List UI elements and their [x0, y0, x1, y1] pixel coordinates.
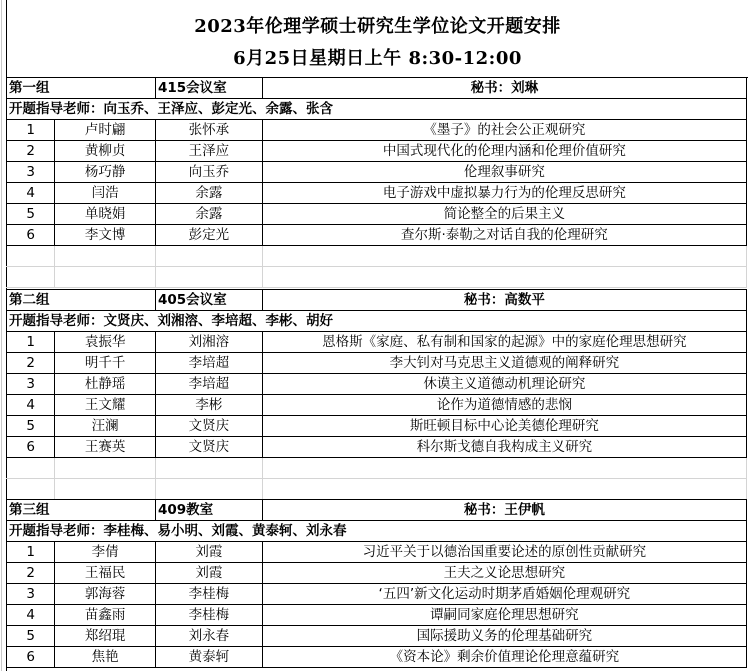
thesis-topic[interactable]: 《墨子》的社会公正观研究 [262, 120, 746, 141]
row-number[interactable]: 6 [7, 647, 55, 668]
table-row [7, 353, 747, 374]
group-header-row [7, 78, 747, 99]
table-row [7, 416, 747, 437]
empty-cell[interactable] [155, 479, 262, 500]
thesis-topic[interactable]: 谭嗣同家庭伦理思想研究 [262, 605, 746, 626]
row-number[interactable]: 3 [7, 374, 55, 395]
advisor-name[interactable]: 文贤庆 [155, 416, 262, 437]
thesis-topic[interactable]: 中国式现代化的伦理内涵和伦理价值研究 [262, 141, 746, 162]
empty-cell[interactable] [55, 246, 156, 267]
empty-row [7, 458, 747, 479]
group-secretary[interactable]: 秘书：刘琳 [262, 78, 746, 99]
advisor-name[interactable]: 刘霞 [155, 542, 262, 563]
table-row [7, 332, 747, 353]
table-row [7, 605, 747, 626]
student-name[interactable]: 苗鑫雨 [55, 605, 156, 626]
thesis-topic[interactable]: 国际援助义务的伦理基础研究 [262, 626, 746, 647]
advisor-name[interactable]: 刘永春 [155, 626, 262, 647]
student-name[interactable]: 王福民 [55, 563, 156, 584]
thesis-topic[interactable]: 科尔斯戈德自我构成主义研究 [262, 437, 746, 458]
empty-cell[interactable] [155, 267, 262, 288]
advisor-name[interactable]: 向玉乔 [155, 162, 262, 183]
student-name[interactable]: 明千千 [55, 353, 156, 374]
table-row [7, 395, 747, 416]
thesis-topic[interactable]: 《资本论》剩余价值理论伦理意蕴研究 [262, 647, 746, 668]
table-row [7, 120, 747, 141]
table-row [7, 374, 747, 395]
title-block [7, 0, 748, 78]
advisor-name[interactable]: 余露 [155, 183, 262, 204]
thesis-topic[interactable]: 查尔斯·泰勒之对话自我的伦理研究 [262, 225, 746, 246]
schedule-title: 2023年伦理学硕士研究生学位论文开题安排 [194, 16, 561, 37]
table-row [7, 584, 747, 605]
advisors-row [7, 311, 747, 332]
empty-cell[interactable] [7, 479, 55, 500]
advisors-row [7, 99, 747, 120]
table-row [7, 626, 747, 647]
thesis-topic[interactable]: 电子游戏中虚拟暴力行为的伦理反思研究 [262, 183, 746, 204]
group-header-row [7, 290, 747, 311]
empty-cell[interactable] [262, 479, 746, 500]
empty-cell[interactable] [7, 267, 55, 288]
advisors-row [7, 521, 747, 542]
row-number[interactable]: 2 [7, 353, 55, 374]
empty-row [7, 246, 747, 267]
row-number[interactable]: 3 [7, 162, 55, 183]
empty-cell[interactable] [55, 479, 156, 500]
row-number[interactable]: 1 [7, 332, 55, 353]
student-name[interactable]: 卢时翩 [55, 120, 156, 141]
advisor-name[interactable]: 李彬 [155, 395, 262, 416]
empty-cell[interactable] [262, 267, 746, 288]
group-table-3 [6, 499, 747, 668]
group-advisors[interactable]: 开题指导老师：文贤庆、刘湘溶、李培超、李彬、胡好 [7, 311, 747, 332]
advisor-name[interactable]: 李培超 [155, 353, 262, 374]
group-room[interactable]: 405会议室 [155, 290, 262, 311]
student-name[interactable]: 郭海蓉 [55, 584, 156, 605]
empty-cell[interactable] [262, 246, 746, 267]
group-room[interactable]: 415会议室 [155, 78, 262, 99]
student-name[interactable]: 杨巧静 [55, 162, 156, 183]
group-secretary[interactable]: 秘书：王伊帆 [262, 500, 746, 521]
row-number[interactable]: 1 [7, 120, 55, 141]
thesis-topic[interactable]: 伦理叙事研究 [262, 162, 746, 183]
empty-row [7, 267, 747, 288]
thesis-topic[interactable]: 论作为道德情感的悲悯 [262, 395, 746, 416]
thesis-topic[interactable]: ‘五四’新文化运动时期茅盾婚姻伦理观研究 [262, 584, 746, 605]
empty-cell[interactable] [155, 246, 262, 267]
row-number[interactable]: 6 [7, 225, 55, 246]
empty-cell[interactable] [55, 267, 156, 288]
thesis-topic[interactable]: 休谟主义道德动机理论研究 [262, 374, 746, 395]
student-name[interactable]: 闫浩 [55, 183, 156, 204]
group-name[interactable]: 第三组 [7, 500, 156, 521]
group-room[interactable]: 409教室 [155, 500, 262, 521]
empty-cell[interactable] [262, 458, 746, 479]
advisor-name[interactable]: 余露 [155, 204, 262, 225]
group-header-row [7, 500, 747, 521]
advisor-name[interactable]: 刘湘溶 [155, 332, 262, 353]
table-row [7, 162, 747, 183]
advisor-name[interactable]: 张怀承 [155, 120, 262, 141]
student-name[interactable]: 李文博 [55, 225, 156, 246]
student-name[interactable]: 李倩 [55, 542, 156, 563]
thesis-topic[interactable]: 李大钊对马克思主义道德观的阐释研究 [262, 353, 746, 374]
group-table-1 [6, 77, 747, 288]
row-number[interactable]: 5 [7, 204, 55, 225]
thesis-topic[interactable]: 王夫之义论思想研究 [262, 563, 746, 584]
student-name[interactable]: 汪澜 [55, 416, 156, 437]
advisor-name[interactable]: 文贤庆 [155, 437, 262, 458]
table-row [7, 141, 747, 162]
row-number[interactable]: 1 [7, 542, 55, 563]
group-table-2 [6, 289, 747, 500]
row-number[interactable]: 4 [7, 183, 55, 204]
row-number[interactable]: 3 [7, 584, 55, 605]
student-name[interactable]: 单晓娟 [55, 204, 156, 225]
row-number[interactable]: 5 [7, 626, 55, 647]
schedule-time: 6月25日星期日上午 8:30-12:00 [233, 48, 522, 69]
group-name[interactable]: 第二组 [7, 290, 156, 311]
student-name[interactable]: 王赛英 [55, 437, 156, 458]
thesis-topic[interactable]: 斯旺顿目标中心论美德伦理研究 [262, 416, 746, 437]
advisor-name[interactable]: 李培超 [155, 374, 262, 395]
advisor-name[interactable]: 王泽应 [155, 141, 262, 162]
table-row [7, 647, 747, 668]
empty-cell[interactable] [55, 458, 156, 479]
empty-cell[interactable] [7, 458, 55, 479]
group-name[interactable]: 第一组 [7, 78, 156, 99]
table-row [7, 204, 747, 225]
row-number[interactable]: 5 [7, 416, 55, 437]
table-row [7, 225, 747, 246]
student-name[interactable]: 王文耀 [55, 395, 156, 416]
group-advisors[interactable]: 开题指导老师：李桂梅、易小明、刘霞、黄泰轲、刘永春 [7, 521, 747, 542]
table-row [7, 437, 747, 458]
thesis-topic[interactable]: 恩格斯《家庭、私有制和国家的起源》中的家庭伦理思想研究 [262, 332, 746, 353]
advisor-name[interactable]: 黄泰轲 [155, 647, 262, 668]
row-number[interactable]: 4 [7, 395, 55, 416]
thesis-topic[interactable]: 简论整全的后果主义 [262, 204, 746, 225]
thesis-topic[interactable]: 习近平关于以德治国重要论述的原创性贡献研究 [262, 542, 746, 563]
advisor-name[interactable]: 李桂梅 [155, 605, 262, 626]
table-row [7, 542, 747, 563]
row-number[interactable]: 4 [7, 605, 55, 626]
group-secretary[interactable]: 秘书：高数平 [262, 290, 746, 311]
student-name[interactable]: 黄柳贞 [55, 141, 156, 162]
table-row [7, 563, 747, 584]
advisor-name[interactable]: 彭定光 [155, 225, 262, 246]
student-name[interactable]: 焦艳 [55, 647, 156, 668]
row-number[interactable]: 2 [7, 563, 55, 584]
student-name[interactable]: 袁振华 [55, 332, 156, 353]
advisor-name[interactable]: 刘霞 [155, 563, 262, 584]
group-advisors[interactable]: 开题指导老师：向玉乔、王泽应、彭定光、余露、张含 [7, 99, 747, 120]
advisor-name[interactable]: 李桂梅 [155, 584, 262, 605]
row-number[interactable]: 6 [7, 437, 55, 458]
table-row [7, 183, 747, 204]
empty-row [7, 479, 747, 500]
empty-cell[interactable] [155, 458, 262, 479]
student-name[interactable]: 杜静瑶 [55, 374, 156, 395]
empty-cell[interactable] [7, 246, 55, 267]
row-number[interactable]: 2 [7, 141, 55, 162]
sheet-left-border-light [1, 0, 2, 671]
student-name[interactable]: 郑绍琨 [55, 626, 156, 647]
